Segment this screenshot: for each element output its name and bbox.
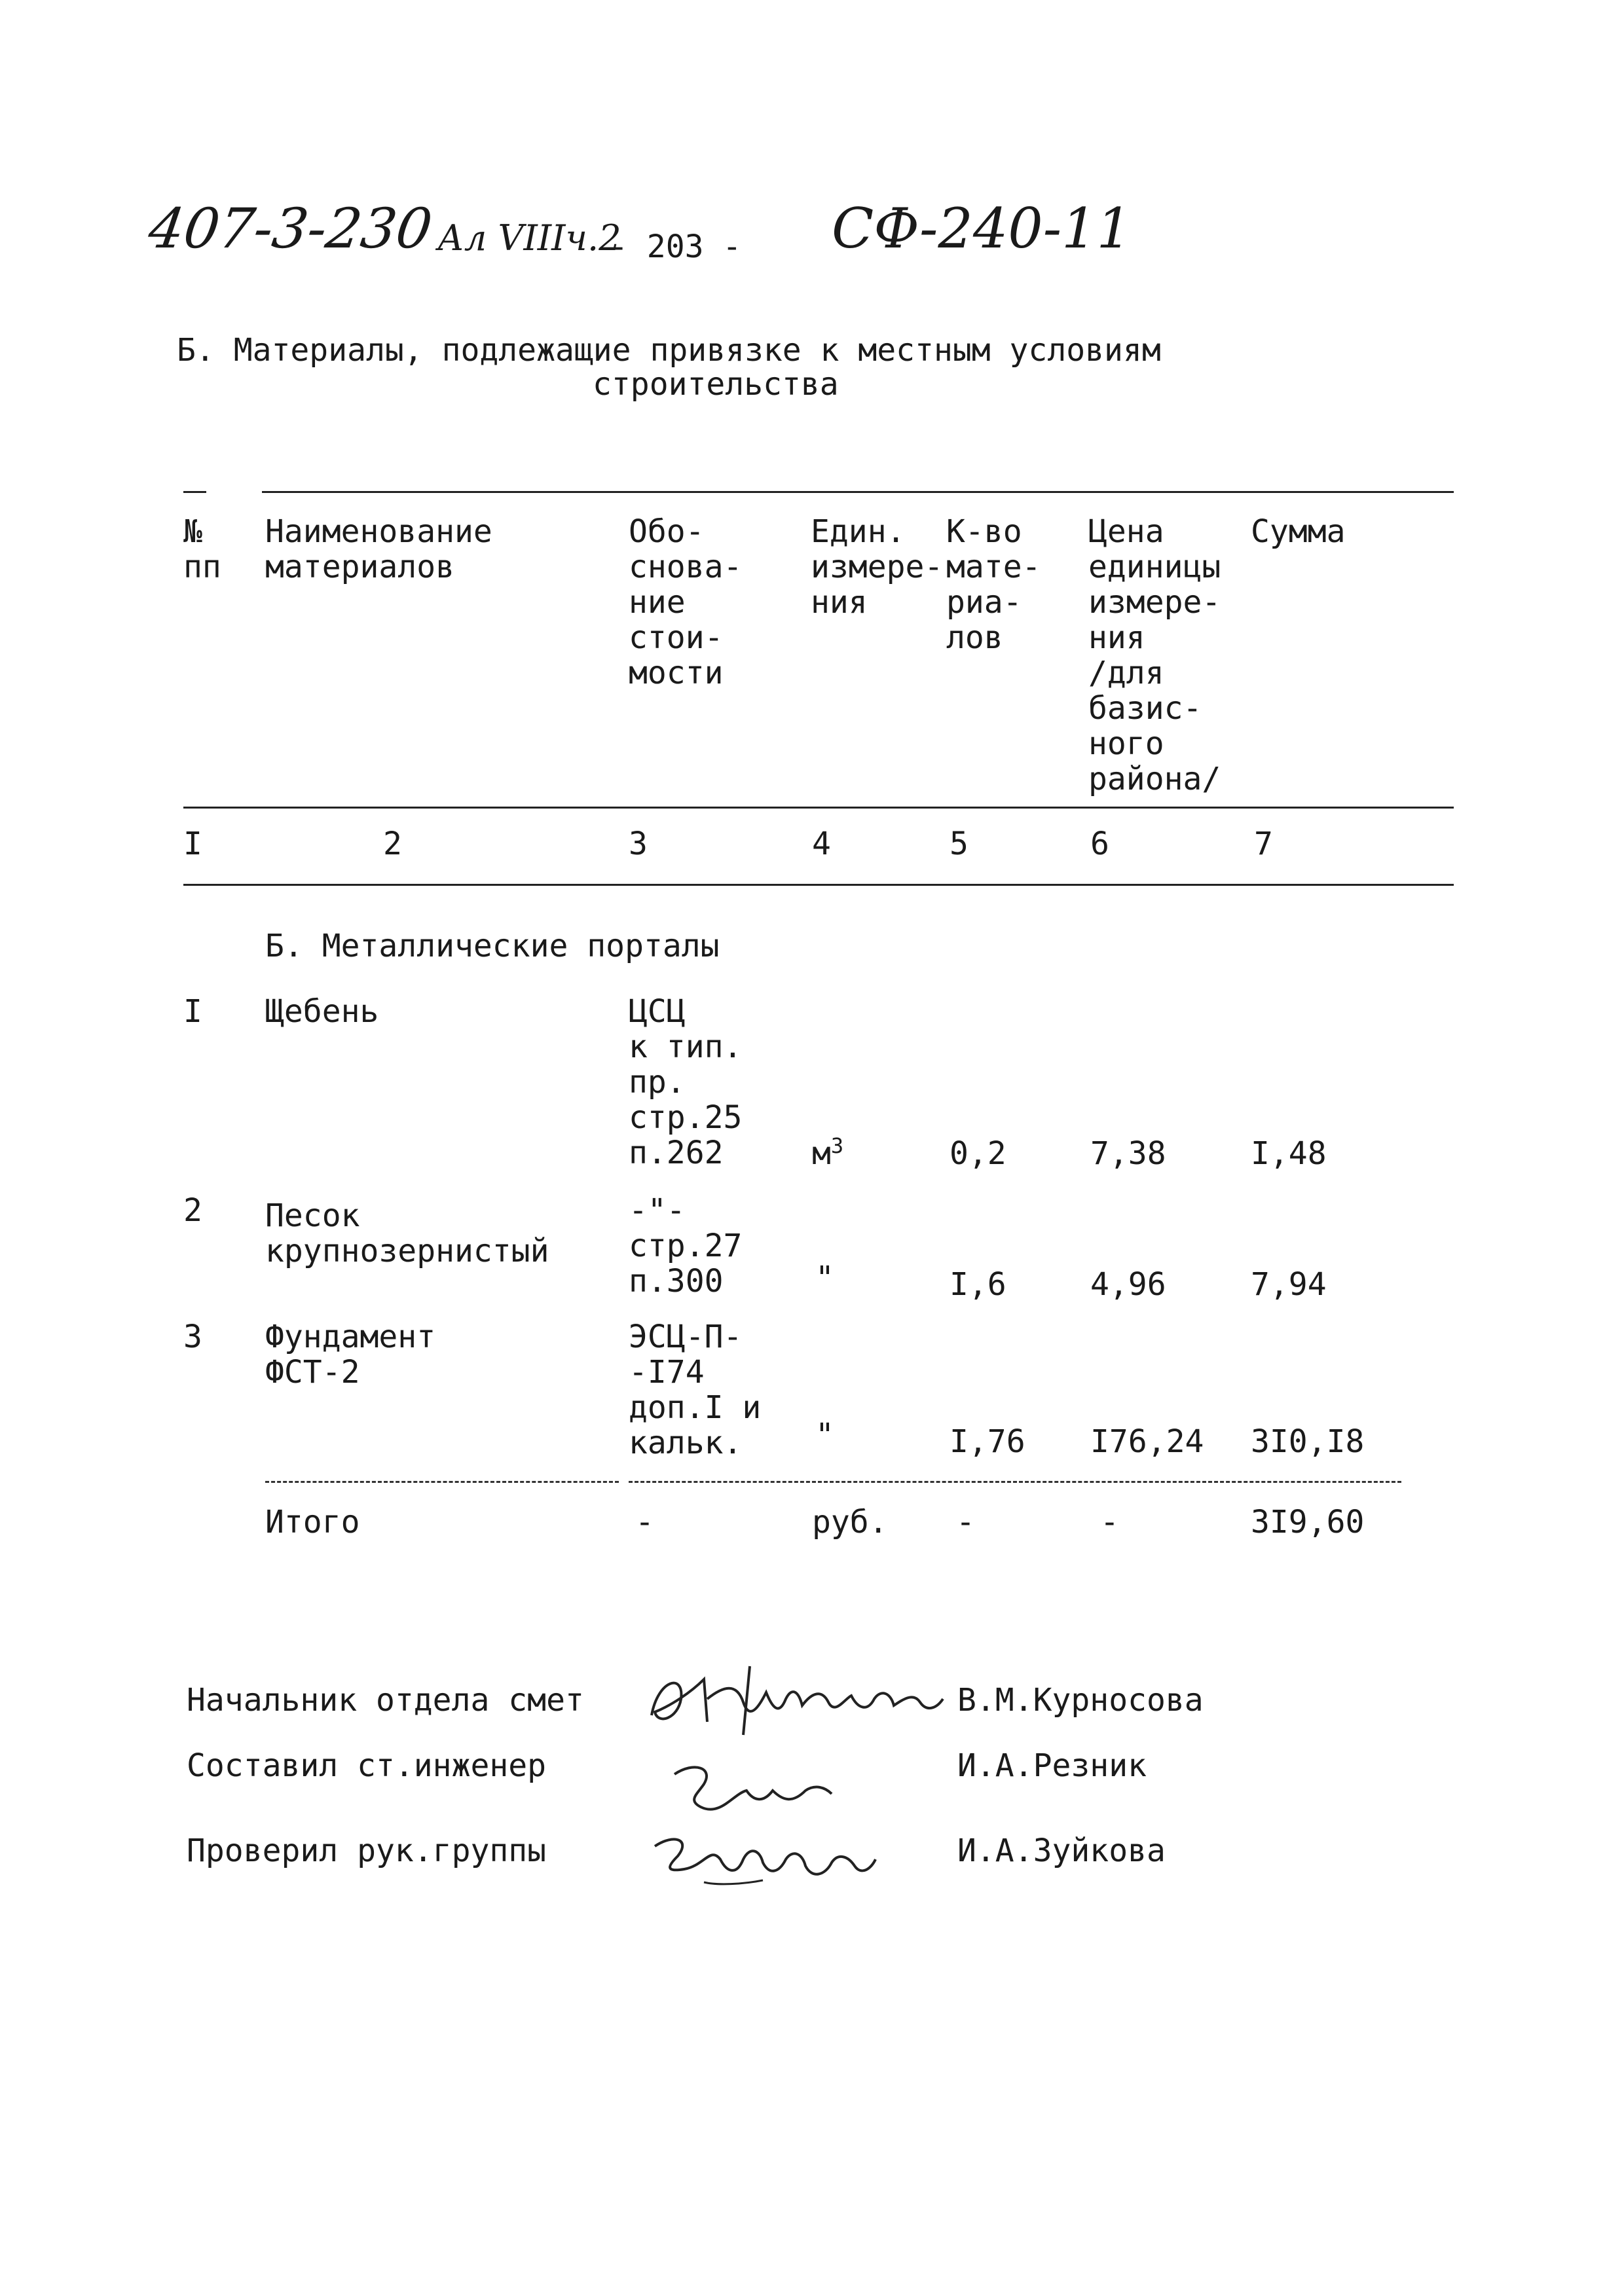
column-header-number: № пп — [183, 513, 221, 585]
column-number: 6 — [1090, 826, 1109, 862]
page-number: - 203 - — [609, 228, 742, 265]
unit: " — [815, 1417, 834, 1453]
total-price: - — [1100, 1504, 1119, 1540]
cost-basis: ЦСЦ к тип. пр. стр.25 п.262 — [629, 993, 743, 1171]
total-sum: 3I9,60 — [1251, 1504, 1365, 1540]
material-name: Щебень — [265, 993, 379, 1030]
total-quantity: - — [956, 1504, 975, 1540]
handwritten-signature — [645, 1653, 946, 1745]
unit-text: м — [812, 1135, 831, 1172]
sheet-code: СФ-240-11 — [832, 196, 1132, 261]
unit: " — [815, 1260, 834, 1296]
column-number: 4 — [812, 826, 831, 862]
sum: I,48 — [1251, 1135, 1327, 1172]
row-number: 2 — [183, 1192, 202, 1229]
signature-role: Проверил рук.группы — [187, 1832, 547, 1869]
unit-price: 4,96 — [1090, 1266, 1166, 1303]
signature-name: И.А.Зуйкова — [957, 1832, 1166, 1869]
signature-role: Начальник отдела смет — [187, 1682, 584, 1719]
column-numbers-rule — [183, 884, 1454, 886]
page-title: Б. Материалы, подлежащие привязке к местным условиям — [177, 332, 1161, 369]
material-name: Фундамент ФСТ-2 — [265, 1319, 436, 1391]
unit-price: 7,38 — [1090, 1135, 1166, 1172]
column-header-name: Наименование материалов — [265, 513, 492, 585]
signature-role: Составил ст.инженер — [187, 1747, 547, 1784]
handwritten-signature — [668, 1755, 838, 1827]
section-title: Б. Металлические порталы — [265, 928, 720, 964]
header-bottom-rule — [183, 807, 1454, 809]
column-header-unit: Един. измере- ния — [811, 513, 944, 621]
cost-basis: ЭСЦ-П- -I74 доп.I и кальк. — [629, 1319, 762, 1461]
unit-price: I76,24 — [1090, 1423, 1204, 1460]
column-header-quantity: К-во мате- риа- лов — [946, 513, 1041, 656]
document-code: 407-3-230 — [145, 196, 436, 261]
column-header-basis: Обо- снова- ние стои- мости — [629, 513, 743, 691]
total-unit: руб. — [812, 1504, 888, 1540]
column-number: 2 — [383, 826, 402, 862]
total-label: Итого — [265, 1504, 360, 1540]
table-top-rule-short — [183, 491, 206, 493]
handwritten-signature — [645, 1820, 881, 1892]
signature-name: В.М.Курносова — [957, 1682, 1204, 1719]
unit — [812, 1133, 844, 1172]
sum: 7,94 — [1251, 1266, 1327, 1303]
sum: 3I0,I8 — [1251, 1423, 1365, 1460]
column-number: I — [183, 826, 202, 862]
row-number: 3 — [183, 1319, 202, 1355]
quantity: I,76 — [950, 1423, 1025, 1460]
quantity: 0,2 — [950, 1135, 1006, 1172]
album-code: Ал VIIIч.2 — [437, 217, 621, 259]
total-separator-right — [629, 1481, 1401, 1483]
column-number: 3 — [629, 826, 648, 862]
table-top-rule — [262, 491, 1454, 493]
total-separator-left — [265, 1481, 619, 1483]
material-name: Песок крупнозернистый — [265, 1197, 549, 1269]
signature-name: И.А.Резник — [957, 1747, 1147, 1784]
page-subtitle: строительства — [593, 366, 839, 403]
quantity: I,6 — [950, 1266, 1006, 1303]
column-header-unit-price: Цена единицы измере- ния /для базис- ного района/ — [1088, 513, 1221, 797]
unit-superscript: 3 — [830, 1133, 844, 1158]
total-basis: - — [635, 1504, 654, 1540]
column-number: 5 — [950, 826, 969, 862]
cost-basis: -"- стр.27 п.300 — [629, 1192, 743, 1300]
row-number: I — [183, 993, 202, 1030]
column-number: 7 — [1254, 826, 1273, 862]
column-header-sum: Сумма — [1251, 513, 1346, 550]
